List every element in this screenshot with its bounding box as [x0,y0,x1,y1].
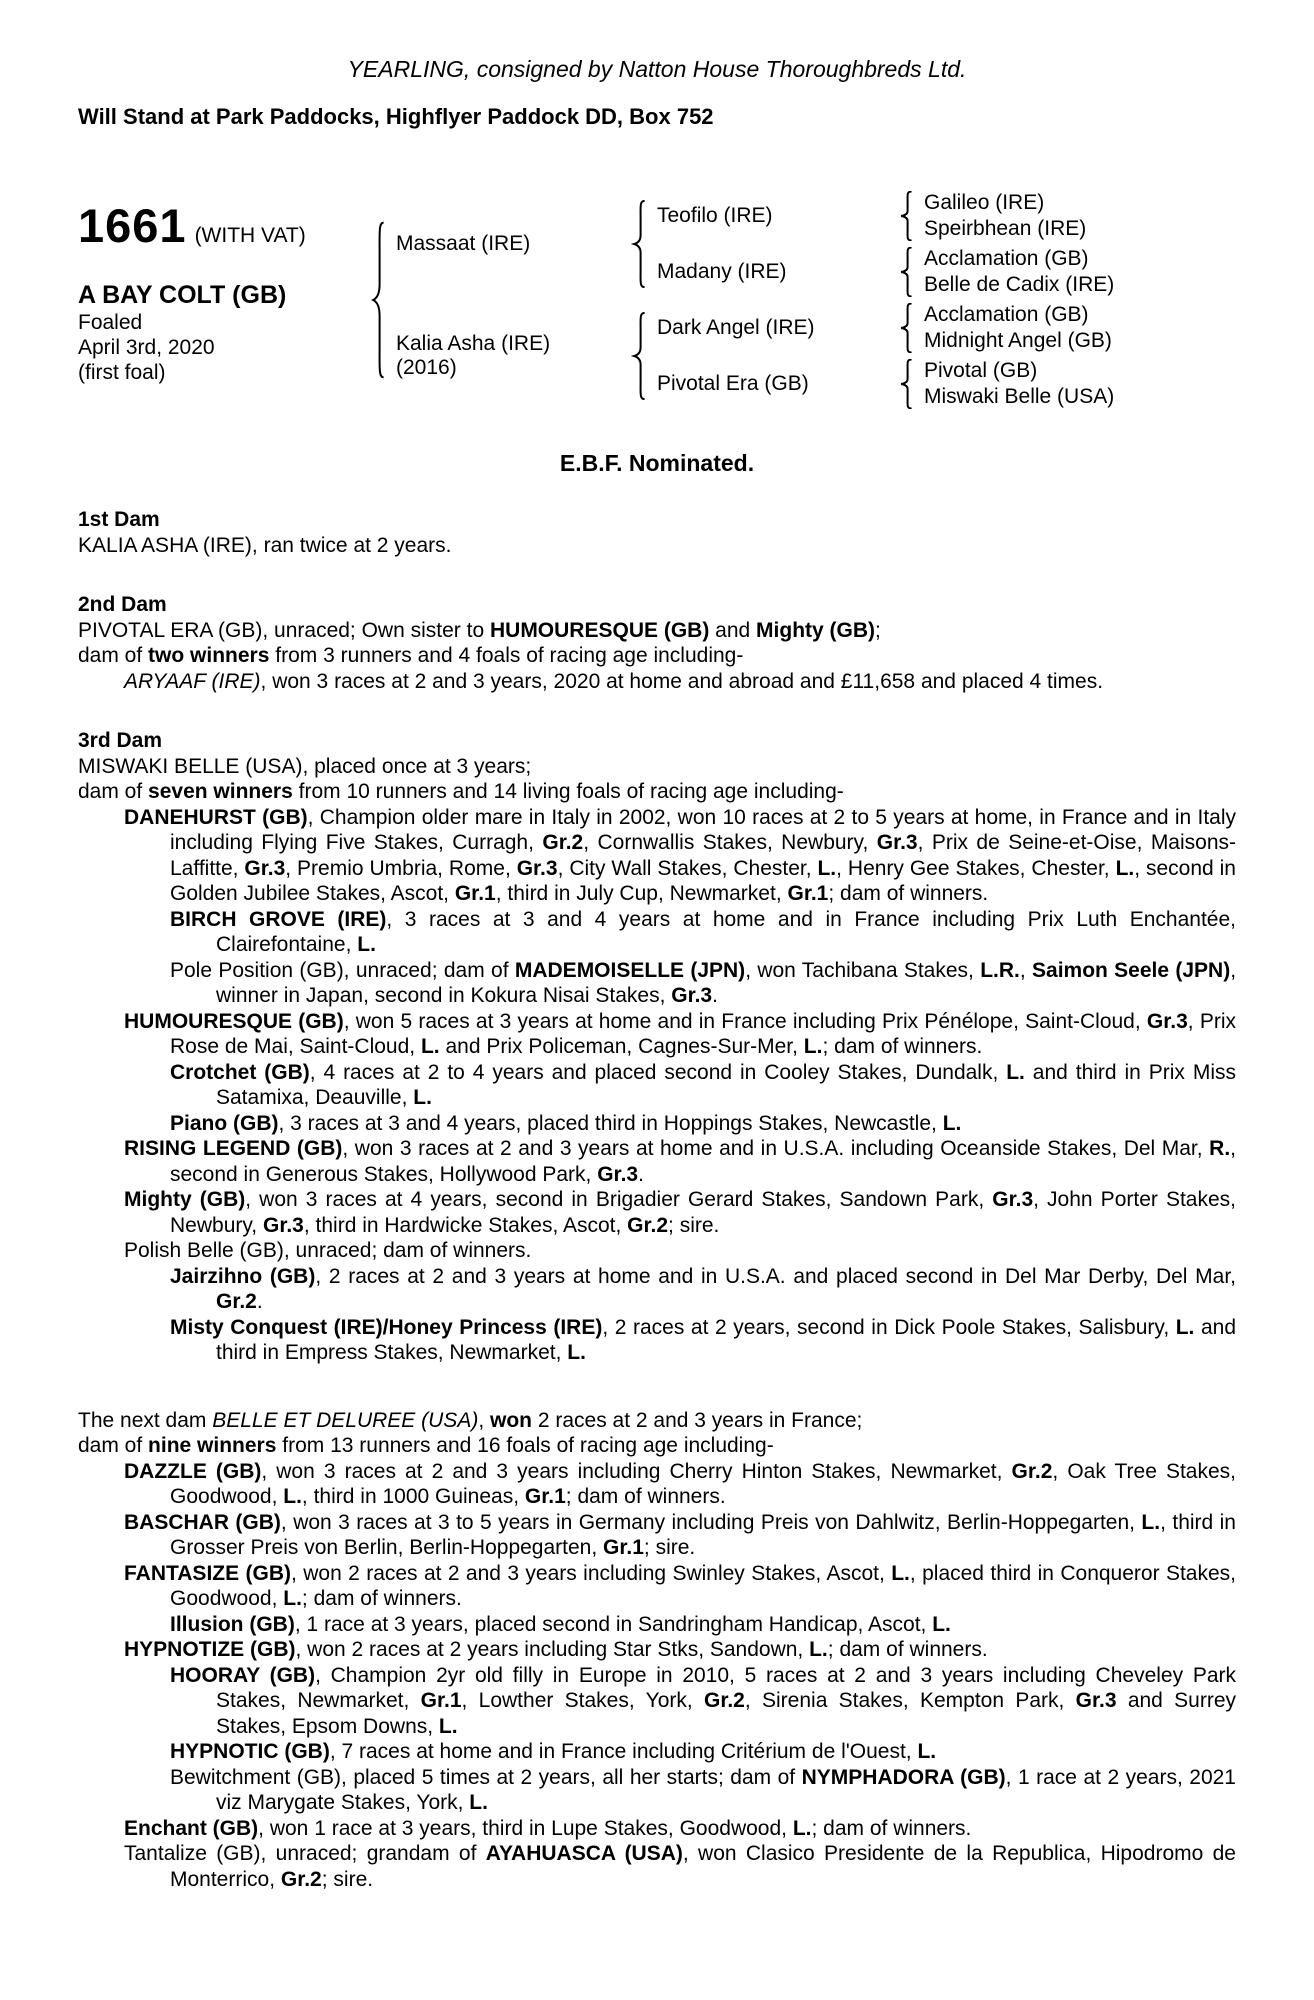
brace-icon [898,190,924,242]
pedigree-block [78,146,1236,442]
catalogue-paragraph: Piano (GB), 3 races at 3 and 4 years, placed third in Hoppings Stakes, Newcastle, L. [170,1111,962,1135]
stand-location-line: Will Stand at Park Paddocks, Highflyer Paddock DD, Box 752 [78,104,714,129]
subject-foal-note: (first foal) [78,361,166,384]
subject-name: A BAY COLT (GB) [78,281,287,309]
catalogue-paragraph: ARYAAF (IRE), won 3 races at 2 and 3 years, 2020 at home and abroad and £11,658 and placed 4 times. [124,669,1104,693]
catalogue-paragraph: Mighty (GB), won 3 races at 4 years, second in Brigadier Gerard Stakes, Sandown Park, Gr.3, John Porter Stakes, Newbury, Gr.3, third in Hardwicke Stakes, Ascot, Gr.2; sire. [124,1188,1236,1237]
catalogue-paragraph: BIRCH GROVE (IRE), 3 races at 3 and 4 years at home and in France including Prix Luth Enchantée, Clairefontaine, L. [170,907,1236,956]
lot-heading [78,198,306,253]
subject-foaling-date: April 3rd, 2020 [78,336,215,359]
catalogue-paragraph: Tantalize (GB), unraced; grandam of AYAHUASCA (USA), won Clasico Presidente de la Republica, Hipodromo de Monterrico, Gr.2; sire. [124,1842,1236,1891]
dam-section-heading: 1st Dam [78,508,160,531]
great-grandparent-name: Speirbhean (IRE) [924,217,1087,240]
subject-block [78,280,286,385]
catalogue-paragraph: dam of seven winners from 10 runners and 14 living foals of racing age including- [78,780,844,803]
great-grandparent-name: Pivotal (GB) [924,359,1038,382]
catalogue-paragraph: DAZZLE (GB), won 3 races at 2 and 3 years including Cherry Hinton Stakes, Newmarket, Gr.2, Oak Tree Stakes, Goodwood, L., third in 1000 Guineas, Gr.1; dam of winners. [124,1459,1237,1508]
pedigree-tree [370,190,1236,410]
granddam-sire-side: Madany (IRE) [657,260,787,283]
catalogue-paragraph: dam of nine winners from 13 runners and 16 foals of racing age including- [78,1434,774,1457]
catalogue-paragraph: FANTASIZE (GB), won 2 races at 2 and 3 years including Swinley Stakes, Ascot, L., placed third in Conqueror Stakes, Goodwood, L.; dam of winners. [124,1561,1236,1610]
catalogue-paragraph: dam of two winners from 3 runners and 4 foals of racing age including- [78,644,744,667]
brace-icon [631,302,657,410]
ebf-nominated-line: E.B.F. Nominated. [559,450,755,476]
dam-section-heading: 2nd Dam [78,593,167,616]
grandsire-dam-side: Dark Angel (IRE) [657,316,815,339]
dam-block [396,302,631,410]
great-grandparent-name: Galileo (IRE) [924,191,1045,214]
dam-section-heading: 3rd Dam [78,729,163,752]
vat-note: (WITH VAT) [194,224,306,247]
great-grandparent-name: Acclamation (GB) [924,247,1089,270]
catalogue-paragraph: KALIA ASHA (IRE), ran twice at 2 years. [78,533,452,557]
brace-icon [370,190,396,410]
catalogue-paragraph: Crotchet (GB), 4 races at 2 to 4 years and placed second in Cooley Stakes, Dundalk, L. and third in Prix Miss Satamixa, Deauville, L. [170,1060,1236,1109]
catalogue-paragraph: Enchant (GB), won 1 race at 3 years, third in Lupe Stakes, Goodwood, L.; dam of winners. [124,1816,972,1840]
catalogue-body [78,507,1236,1892]
catalogue-paragraph: RISING LEGEND (GB), won 3 races at 2 and 3 years at home and in U.S.A. including Oceanside Stakes, Del Mar, R., second in Generous Stakes, Hollywood Park, Gr.3. [124,1137,1236,1186]
granddam-dam-side: Pivotal Era (GB) [657,372,809,395]
catalogue-paragraph: Illusion (GB), 1 race at 3 years, placed second in Sandringham Handicap, Ascot, L. [170,1612,951,1636]
catalogue-paragraph: BASCHAR (GB), won 3 races at 3 to 5 years in Germany including Preis von Dahlwitz, Berlin-Hoppegarten, L., third in Grosser Preis von Berlin, Berlin-Hoppegarten, Gr.1; sire. [124,1510,1236,1559]
consignor-line: YEARLING, consigned by Natton House Thoroughbreds Ltd. [347,56,967,82]
sire-name: Massaat (IRE) [396,232,531,255]
dam-year: (2016) [396,356,457,379]
great-grandparent-name: Belle de Cadix (IRE) [924,273,1115,296]
catalogue-paragraph: PIVOTAL ERA (GB), unraced; Own sister to HUMOURESQUE (GB) and Mighty (GB); [78,618,881,642]
brace-icon [898,246,924,298]
catalogue-paragraph: Misty Conquest (IRE)/Honey Princess (IRE), 2 races at 2 years, second in Dick Poole Stakes, Salisbury, L. and third in Empress Stakes, Newmarket, L. [170,1315,1237,1364]
brace-icon [898,358,924,410]
catalogue-paragraph: Polish Belle (GB), unraced; dam of winners. [124,1239,532,1262]
catalogue-paragraph: HYPNOTIC (GB), 7 races at home and in France including Critérium de l'Ouest, L. [170,1740,937,1763]
catalogue-paragraph: HYPNOTIZE (GB), won 2 races at 2 years including Star Stks, Sandown, L.; dam of winners. [124,1638,988,1661]
catalogue-paragraph: HOORAY (GB), Champion 2yr old filly in Europe in 2010, 5 races at 2 and 3 years including Cheveley Park Stakes, Newmarket, Gr.1, Lowther Stakes, York, Gr.2, Sirenia Stakes, Kempton Park, Gr.3 and Surrey Stakes, Epsom Downs, L. [170,1663,1237,1738]
dam-name: Kalia Asha (IRE) [396,332,551,355]
catalogue-paragraph: The next dam BELLE ET DELUREE (USA), won 2 races at 2 and 3 years in France; [78,1408,863,1432]
lot-number: 1661 [78,199,187,252]
subject-foaled-label: Foaled [78,311,143,334]
grandsire-sire-side: Teofilo (IRE) [657,204,773,227]
great-grandparent-name: Midnight Angel (GB) [924,329,1112,352]
catalogue-paragraph: DANEHURST (GB), Champion older mare in Italy in 2002, won 10 races at 2 to 5 years at home, in France and in Italy including Flying Five Stakes, Curragh, Gr.2, Cornwallis Stakes, Newbury, Gr.3, Prix de Seine-et-Oise, Maisons-Laffitte, Gr.3, Premio Umbria, Rome, Gr.3, City Wall Stakes, Chester, L., Henry Gee Stakes, Chester, L., second in Golden Jubilee Stakes, Ascot, Gr.1, third in July Cup, Newmarket, Gr.1; dam of winners. [124,805,1237,905]
catalogue-paragraph: HUMOURESQUE (GB), won 5 races at 3 years at home and in France including Prix Pénélope, Saint-Cloud, Gr.3, Prix Rose de Mai, Saint-Cloud, L. and Prix Policeman, Cagnes-Sur-Mer, L.; dam of winners. [124,1009,1236,1058]
catalogue-paragraph: Bewitchment (GB), placed 5 times at 2 years, all her starts; dam of NYMPHADORA (GB), 1 race at 2 years, 2021 viz Marygate Stakes, York, L. [170,1765,1236,1814]
great-grandparent-name: Miswaki Belle (USA) [924,385,1115,408]
catalogue-paragraph: MISWAKI BELLE (USA), placed once at 3 years; [78,754,532,778]
catalogue-paragraph: Jairzihno (GB), 2 races at 2 and 3 years at home and in U.S.A. and placed second in Del Mar Derby, Del Mar, Gr.2. [170,1264,1236,1313]
great-grandparent-name: Acclamation (GB) [924,303,1089,326]
catalogue-paragraph: Pole Position (GB), unraced; dam of MADEMOISELLE (JPN), won Tachibana Stakes, L.R., Saimon Seele (JPN), winner in Japan, second in Kokura Nisai Stakes, Gr.3. [170,958,1237,1007]
brace-icon [631,190,657,298]
brace-icon [898,302,924,354]
